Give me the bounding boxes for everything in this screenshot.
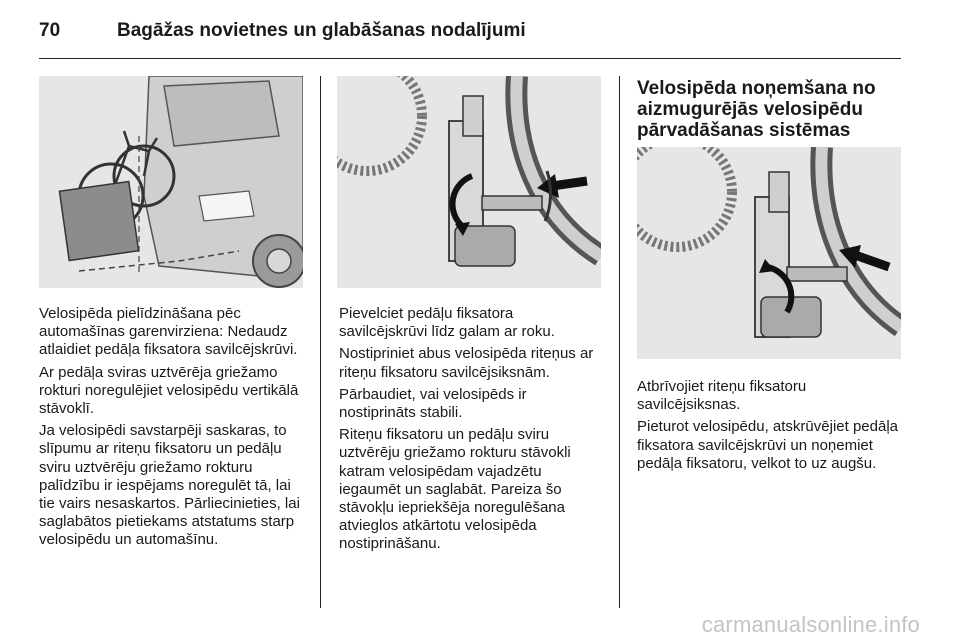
column-divider-1: [320, 76, 321, 608]
header-rule: [39, 58, 901, 59]
section-heading: Velosipēda noņemšana no aizmugurējās velosipēdu pārvadāšanas sistēmas: [637, 78, 876, 141]
car-bike-carrier-illustration: [39, 76, 303, 288]
paragraph: Velosipēda pielīdzināšana pēc automašīnas garenvirziena: Nedaudz atlaidiet pedāļa fiksatora savilcējskrūvi.: [39, 305, 298, 359]
column-1-text: [39, 305, 307, 554]
paragraph: Nostipriniet abus velosipēda riteņus ar riteņu fiksatoru savilcējsiksnām.: [339, 345, 594, 381]
page-header: [39, 14, 919, 50]
paragraph: Pieturot velosipēdu, atskrūvējiet pedāļa fiksatora savilcējskrūvi un noņemiet pedāļa fiksatoru, velkot to uz augšu.: [637, 418, 898, 472]
column-3-text: [637, 378, 901, 477]
paragraph: Riteņu fiksatoru un pedāļu sviru uztvērēju griežamo rokturu stāvokli katram velosipēdam vajadzētu iegaumēt un saglabāt. Pareiza šo stāvokļu iepriekšēja noregulēšana atvieglos atkārtotu velosipēda nostiprināšanu.: [339, 426, 571, 553]
bike-removal-illustration: [637, 147, 901, 359]
page-number: 70: [39, 20, 61, 41]
pedal-fixer-tightening-illustration: [337, 76, 601, 288]
paragraph: Ja velosipēdi savstarpēji saskaras, to slīpumu ar riteņu fiksatoru un pedāļu sviru uztvērēju griežamo rokturu palīdzību ir iespējams noregulēt tā, lai tie vairs nesaskartos. Pārliecinieties, lai saglabātos pietiekams atstatums starp velosipēdu un automašīnu.: [39, 422, 300, 549]
page-title: Bagāžas novietnes un glabāšanas nodalījumi: [117, 20, 526, 41]
paragraph: Atbrīvojiet riteņu fiksatoru savilcējsiksnas.: [637, 378, 807, 414]
watermark: carmanualsonline.info: [701, 612, 920, 637]
paragraph: Pārbaudiet, vai velosipēds ir nostiprināts stabili.: [339, 385, 527, 422]
paragraph: Pievelciet pedāļu fiksatora savilcējskrūvi līdz galam ar roku.: [339, 305, 555, 341]
column-divider-2: [619, 76, 620, 608]
column-2-text: [339, 305, 605, 558]
paragraph: Ar pedāļa sviras uztvērēja griežamo rokturi noregulējiet velosipēdu vertikālā stāvoklī.: [39, 363, 299, 418]
